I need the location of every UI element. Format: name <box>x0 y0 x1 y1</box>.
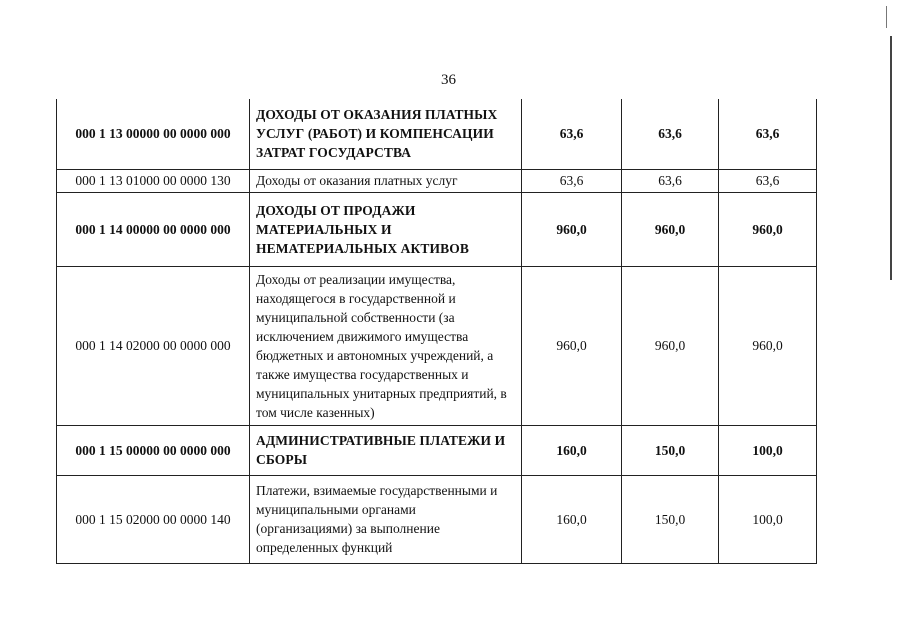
value-year-2: 63,6 <box>622 99 719 169</box>
value-year-1: 63,6 <box>522 99 622 169</box>
budget-code: 000 1 15 00000 00 0000 000 <box>57 425 250 475</box>
value-year-2: 150,0 <box>622 425 719 475</box>
value-year-1: 960,0 <box>522 266 622 425</box>
value-year-2: 150,0 <box>622 475 719 563</box>
revenue-name: Доходы от реализации имущества, находящегося в государственной и муниципальной собственности (за исключением движимого имущества бюджетных и автономных учреждений, а также имущества государственных и муниципальных унитарных предприятий, в том числе казенных) <box>250 266 522 425</box>
revenue-name: ДОХОДЫ ОТ ОКАЗАНИЯ ПЛАТНЫХ УСЛУГ (РАБОТ) И КОМПЕНСАЦИИ ЗАТРАТ ГОСУДАРСТВА <box>250 99 522 169</box>
budget-code: 000 1 14 02000 00 0000 000 <box>57 266 250 425</box>
budget-code: 000 1 14 00000 00 0000 000 <box>57 192 250 266</box>
revenue-name: АДМИНИСТРАТИВНЫЕ ПЛАТЕЖИ И СБОРЫ <box>250 425 522 475</box>
revenue-name: Доходы от оказания платных услуг <box>250 169 522 192</box>
value-year-3: 960,0 <box>719 266 817 425</box>
value-year-1: 160,0 <box>522 425 622 475</box>
budget-code: 000 1 15 02000 00 0000 140 <box>57 475 250 563</box>
scan-edge-mark <box>886 6 887 28</box>
value-year-2: 63,6 <box>622 169 719 192</box>
value-year-3: 63,6 <box>719 169 817 192</box>
table-row <box>57 425 817 475</box>
value-year-1: 160,0 <box>522 475 622 563</box>
value-year-3: 100,0 <box>719 425 817 475</box>
revenue-name: ДОХОДЫ ОТ ПРОДАЖИ МАТЕРИАЛЬНЫХ И НЕМАТЕРИАЛЬНЫХ АКТИВОВ <box>250 192 522 266</box>
table-row <box>57 266 817 425</box>
table-row <box>57 192 817 266</box>
value-year-1: 960,0 <box>522 192 622 266</box>
value-year-3: 960,0 <box>719 192 817 266</box>
value-year-3: 100,0 <box>719 475 817 563</box>
table-row <box>57 99 817 169</box>
value-year-1: 63,6 <box>522 169 622 192</box>
value-year-2: 960,0 <box>622 192 719 266</box>
page-number: 36 <box>441 72 456 88</box>
value-year-2: 960,0 <box>622 266 719 425</box>
budget-code: 000 1 13 01000 00 0000 130 <box>57 169 250 192</box>
table-row <box>57 475 817 563</box>
revenue-name: Платежи, взимаемые государственными и муниципальными органами (организациями) за выполнение определенных функций <box>250 475 522 563</box>
revenue-table <box>56 99 817 564</box>
value-year-3: 63,6 <box>719 99 817 169</box>
budget-code: 000 1 13 00000 00 0000 000 <box>57 99 250 169</box>
table-row <box>57 169 817 192</box>
